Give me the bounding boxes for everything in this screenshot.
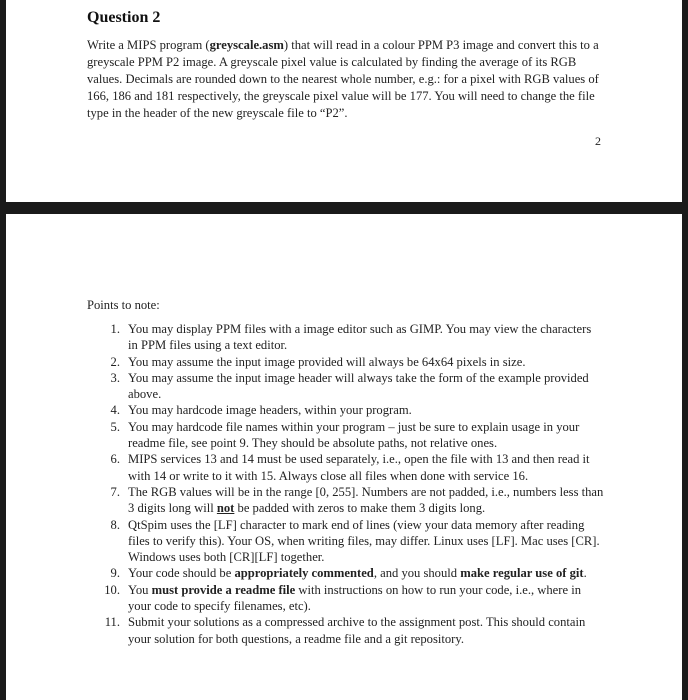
note-number: 6. xyxy=(110,452,120,467)
question-title: Question 2 xyxy=(87,9,161,26)
note-item-4 xyxy=(94,402,604,418)
note-number: 8. xyxy=(110,517,120,532)
notes-heading: Points to note: xyxy=(87,298,160,312)
note-text: You may display PPM files with a image editor such as GIMP. You may view the characters in PPM files using a text editor. xyxy=(128,322,592,353)
note-text: MIPS services 13 and 14 must be used separately, i.e., open the file with 13 and then read it with 14 or write to it with 15. Always close all files when done with service 16. xyxy=(128,452,590,483)
note-number: 1. xyxy=(110,322,120,336)
note-bold-2: make regular use of git xyxy=(460,566,584,581)
note-item-7 xyxy=(94,484,604,517)
note-text: Submit your solutions as a compressed archive to the assignment post. This should contain your solution for both questions, a readme file and a git repository. xyxy=(128,615,586,646)
note-text-pre: You xyxy=(128,582,152,597)
note-number: 2. xyxy=(110,354,120,369)
document-page-bottom xyxy=(6,214,682,700)
note-text: You may assume the input image provided will always be 64x64 pixels in size. xyxy=(128,354,526,369)
note-text-post: be padded with zeros to make them 3 digits long. xyxy=(234,501,486,516)
question-text: ) that will read in a colour PPM P3 image and convert this to a greyscale PPM P2 image. A greyscale pixel value is calculated by finding the average of its RGB values. Decimals are rounded down to the nearest whole number, e.g.: for a pixel with RGB values of 166, 186 and 181 respectively, the greyscale pixel value will be 177. You will need to change the file type in the header of the new greyscale file to “P2”. xyxy=(87,38,599,120)
note-item-9 xyxy=(94,565,604,581)
question-intro: Write a MIPS program ( xyxy=(87,38,210,52)
note-text: You may assume the input image header will always take the form of the example provided above. xyxy=(128,370,589,402)
note-text-pre: Your code should be xyxy=(128,566,235,581)
note-item-11 xyxy=(94,614,604,647)
note-number: 9. xyxy=(110,566,120,581)
note-text-mid: , and you should xyxy=(373,566,461,581)
note-number: 4. xyxy=(110,403,120,418)
note-number: 11. xyxy=(104,615,120,630)
question-body xyxy=(87,37,607,122)
notes-list xyxy=(94,321,604,647)
note-number: 3. xyxy=(110,370,120,385)
note-number: 5. xyxy=(110,419,120,434)
note-text: You may hardcode image headers, within your program. xyxy=(128,403,412,418)
note-bold-1: appropriately commented xyxy=(234,566,374,581)
note-number: 7. xyxy=(110,484,120,499)
note-number: 10. xyxy=(104,582,120,597)
note-item-1 xyxy=(94,321,604,354)
note-item-6 xyxy=(94,451,604,484)
note-item-5 xyxy=(94,419,604,452)
note-item-3 xyxy=(94,370,604,403)
note-item-10 xyxy=(94,582,604,615)
note-text-post: . xyxy=(583,566,587,581)
note-bold-1: must provide a readme file xyxy=(151,582,296,597)
note-text: QtSpim uses the [LF] character to mark end of lines (view your data memory after reading files to verify this). Your OS, when writing files, may differ. Linux uses [LF]. Mac uses [CR]. Windows uses both [CR][LF] together. xyxy=(128,517,600,565)
note-item-2 xyxy=(94,354,604,370)
question-filename: greyscale.asm xyxy=(209,38,284,52)
page-number: 2 xyxy=(595,134,601,148)
note-item-8 xyxy=(94,517,604,566)
note-text: You may hardcode file names within your program – just be sure to explain usage in your readme file, see point 9. They should be absolute paths, not relative ones. xyxy=(128,419,580,451)
note-emphasis: not xyxy=(216,501,235,516)
note-text-post: with instructions on how to run your code, i.e., where in your code to specify filenames, etc). xyxy=(128,582,581,614)
note-text-pre: The RGB values will be in the range [0, 255]. Numbers are not padded, i.e., numbers less than 3 digits long will xyxy=(128,484,604,516)
document-page-top xyxy=(6,0,682,202)
